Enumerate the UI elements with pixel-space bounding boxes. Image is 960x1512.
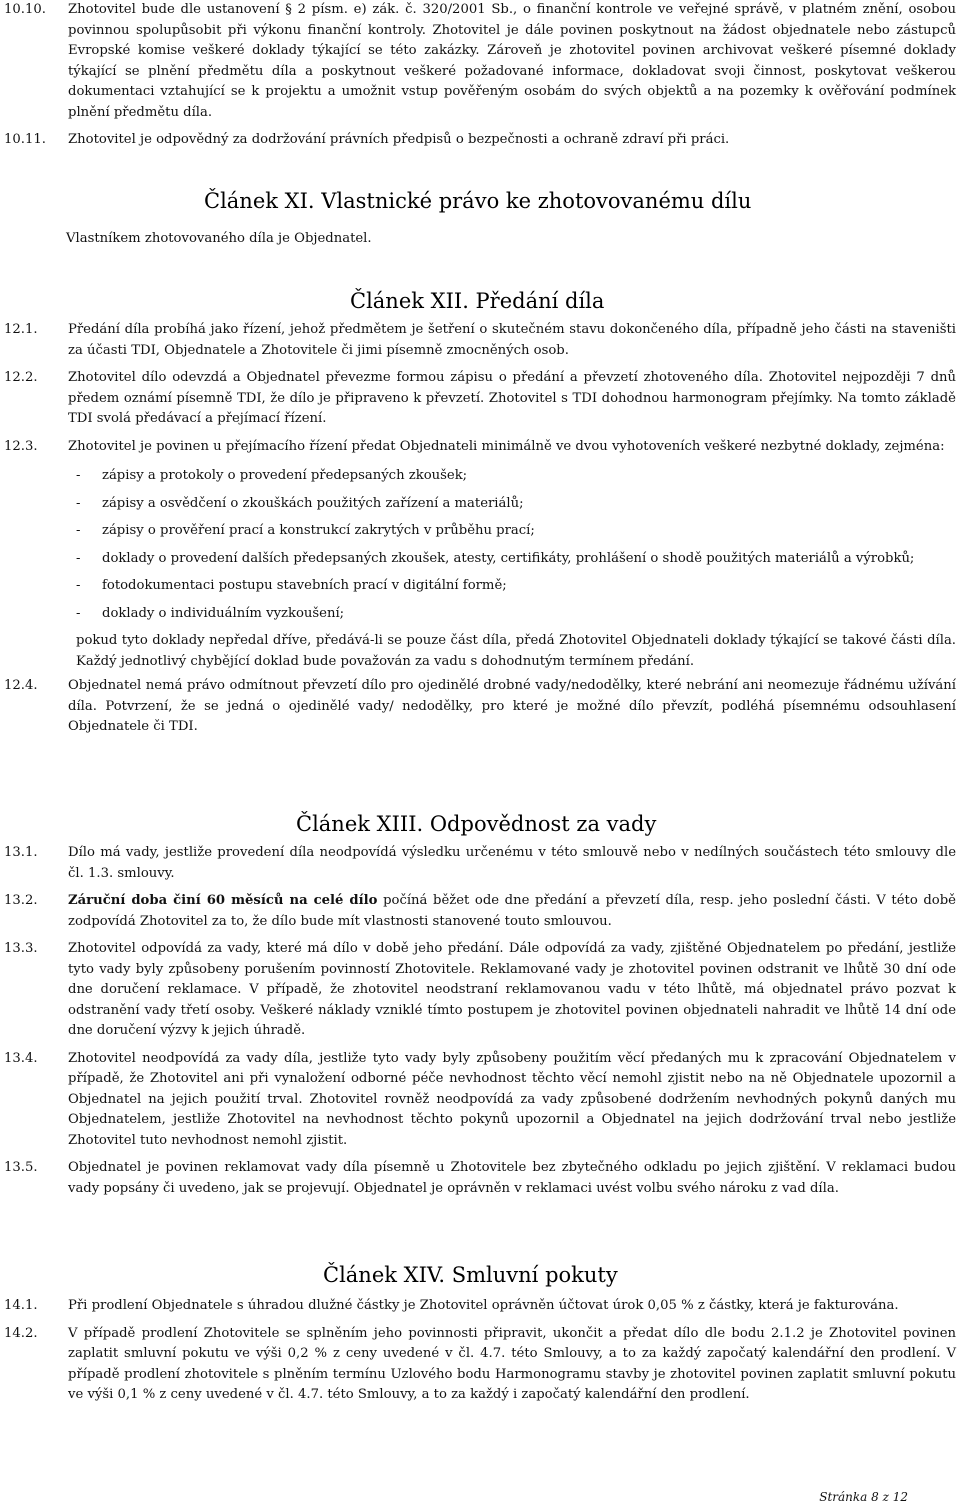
clause-13-4 <box>4 1049 956 1152</box>
clause-12-3 <box>4 437 956 458</box>
list-item: - doklady o provedení dalších předepsaných zkoušek, atesty, certifikáty, prohlášení o shodě použitých materiálů a výrobků; <box>76 550 915 566</box>
article-xiv-body <box>4 1296 956 1406</box>
list-item: - zápisy a osvědčení o zkouškách použitých zařízení a materiálů; <box>76 495 524 511</box>
clause-10-10 <box>4 0 956 123</box>
article-xi-heading: Článek XI. Vlastnické právo ke zhotovovanému dílu <box>204 189 752 213</box>
clause-text: V případě prodlení Zhotovitele se splněním jeho povinnosti připravit, ukončit a předat dílo dle bodu 2.1.2 je Zhotovitel povinen zaplatit smluvní pokutu ve výši 0,2 % z ceny uvedené v čl. 4.7. této Smlouvy, a to za každý započatý kalendářní den prodlení. V případě prodlení zhotovitele s plněním termínu Uzlového bodu Harmonogramu stavby je zhotovitel povinen zaplatit smluvní pokutu ve výši 0,1 % z ceny uvedené v čl. 4.7. této Smlouvy, a to za každý i započatý kalendářní den prodlení. <box>68 1325 956 1402</box>
article-xii-heading: Článek XII. Předání díla <box>350 289 605 313</box>
clause-text: Zhotovitel je povinen u přejímacího řízení předat Objednateli minimálně ve dvou vyhotoveních veškeré nezbytné doklady, zejména: <box>68 438 945 454</box>
clause-text: Zhotovitel je odpovědný za dodržování právních předpisů o bezpečnosti a ochraně zdraví při práci. <box>68 132 730 147</box>
list-item: - zápisy o prověření prací a konstrukcí zakrytých v průběhu prací; <box>76 523 535 538</box>
clause-number: 12.4. <box>4 678 38 693</box>
article-xii-body <box>4 320 956 738</box>
clause-number: 13.5. <box>4 1160 38 1175</box>
clause-number: 13.2. <box>4 893 38 908</box>
clause-text: Při prodlení Objednatele s úhradou dlužné částky je Zhotovitel oprávněn účtovat úrok 0,05 % z částky, která je fakturována. <box>68 1298 899 1313</box>
clause-text: Objednatel nemá právo odmítnout převzetí dílo pro ojedinělé drobné vady/nedodělky, které nebrání ani neomezuje řádnému užívání díla. Potvrzení, že se jedná o ojedinělé vady/ nedodělky, pro které je možné dílo převzít, podléhá písemnému odsouhlasení Objednatele či TDI. <box>68 678 956 734</box>
article-xiv-heading: Článek XIV. Smluvní pokuty <box>323 1263 618 1287</box>
required-documents-list <box>4 466 956 624</box>
clause-13-3 <box>4 939 956 1042</box>
clause-12-1 <box>4 320 956 361</box>
clause-text: Zhotovitel dílo odevzdá a Objednatel převezme formou zápisu o předání a převzetí zhotoveného díla. Zhotovitel nejpozději 7 dnů předem oznámí písemně TDI, že dílo je připraveno k převzetí. Zhotovitel s TDI dohodnou harmonogram přejímky. Na tomto základě TDI svolá předávací a přejímací řízení. <box>68 370 956 426</box>
clause-13-1 <box>4 843 956 884</box>
clause-13-5 <box>4 1158 956 1199</box>
article-xiii-body <box>4 843 956 1199</box>
clause-number: 12.2. <box>4 370 38 385</box>
clause-text: Zhotovitel bude dle ustanovení § 2 písm. e) zák. č. 320/2001 Sb., o finanční kontrole ve veřejné správě, v platném znění, osobou povinnou spolupůsobit při výkonu finanční kontroly. Zhotovitel je dále povinen poskytnout na žádost objednatele nebo zástupců Evropské komise veškeré doklady týkající se této zakázky. Zároveň je zhotovitel povinen archivovat veškeré písemné doklady týkající se plnění předmětu díla a poskytnout veškeré požadované informace, dokladovat svoji činnost, poskytovat veškerou dokumentaci vztahující se k projektu a umožnit vstup pověřeným osobám do svých objektů a na pozemky k ověřování podmínek plnění předmětu díla. <box>68 2 956 120</box>
clause-number: 10.11. <box>4 132 46 147</box>
warranty-period-text: Záruční doba činí 60 měsíců na celé dílo <box>68 893 378 908</box>
after-list-text: pokud tyto doklady nepředal dříve, předává-li se pouze část díla, předá Zhotovitel Objednateli doklady týkající se takové části díla. Každý jednotlivý chybějící doklad bude považován za vadu s dohodnutým termínem předání. <box>76 633 956 669</box>
clause-12-2 <box>4 368 956 430</box>
article-xiii-heading: Článek XIII. Odpovědnost za vady <box>296 812 657 836</box>
clause-text: Zhotovitel odpovídá za vady, které má dílo v době jeho předání. Dále odpovídá za vady, zjištěné Objednatelem po předání, jestliže tyto vady byly způsobeny porušením povinností Zhotovitele. Reklamované vady je zhotovitel povinen odstranit ve lhůtě 30 dní ode dne doručení reklamace. V případě, že zhotovitel neodstraní reklamovanou vadu v této lhůtě, má objednatel právo pozvat k odstranění vady třetí osoby. Veškeré náklady vzniklé tímto postupem je zhotovitel povinen objednateli nahradit ve lhůtě 14 dní ode dne doručení výzvy k jejich úhradě. <box>68 941 956 1038</box>
clause-13-2 <box>4 891 956 932</box>
clause-14-1 <box>4 1296 956 1317</box>
clause-text: Dílo má vady, jestliže provedení díla neodpovídá výsledku určenému v této smlouvě nebo v nedílných součástech této smlouvy dle čl. 1.3. smlouvy. <box>68 845 956 881</box>
clause-14-2 <box>4 1324 956 1406</box>
clause-number: 13.3. <box>4 941 38 956</box>
list-item: - fotodokumentaci postupu stavebních prací v digitální formě; <box>76 578 507 593</box>
clause-number: 10.10. <box>4 2 46 17</box>
article-xi-body: Vlastníkem zhotovovaného díla je Objednatel. <box>66 231 372 246</box>
clauses-top <box>4 0 956 151</box>
page-number: Stránka 8 z 12 <box>819 1490 908 1504</box>
clause-number: 14.2. <box>4 1325 38 1341</box>
list-item: - doklady o individuálním vyzkoušení; <box>76 605 345 621</box>
clause-text: Objednatel je povinen reklamovat vady díla písemně u Zhotovitele bez zbytečného odkladu po jejich zjištění. V reklamaci budou vady popsány či uvedeno, jak se projevují. Objednatel je oprávněn v reklamaci uvést volbu svého nároku z vad díla. <box>68 1160 956 1196</box>
clause-12-4 <box>4 676 956 738</box>
clause-text: Předání díla probíhá jako řízení, jehož předmětem je šetření o skutečném stavu dokončeného díla, případně jeho části na staveništi za účasti TDI, Objednatele a Zhotovitele či jimi písemně zmocněných osob. <box>68 322 956 358</box>
clause-number: 12.3. <box>4 438 38 454</box>
clause-number: 13.4. <box>4 1050 38 1066</box>
clause-10-11 <box>4 130 956 151</box>
clause-number: 12.1. <box>4 322 38 337</box>
clause-number: 13.1. <box>4 845 38 860</box>
list-item: - zápisy a protokoly o provedení předepsaných zkoušek; <box>76 468 468 483</box>
clause-text: Zhotovitel neodpovídá za vady díla, jestliže tyto vady byly způsobeny použitím věcí předaných mu k zpracování Objednatelem v případě, že Zhotovitel ani při vynaložení odborné péče nevhodnost těchto věcí nemohl zjistit nebo na ně Objednatele upozornil a Objednatel na jejich použití trval. Zhotovitel rovněž neodpovídá za vady způsobené dodržením nevhodných pokynů daných mu Objednatelem, jestliže Zhotovitel na nevhodnost těchto pokynů upozornil a Objednatel na jejich dodržování trval nebo jestliže Zhotovitel tuto nevhodnost nemohl zjistit. <box>68 1050 956 1148</box>
clause-text: Záruční doba činí 60 měsíců na celé dílo počíná běžet ode dne předání a převzetí díla, resp. jeho poslední části. V této době zodpovídá Zhotovitel za to, že dílo bude mít vlastnosti stanovené touto smlouvou. <box>68 893 956 929</box>
clause-number: 14.1. <box>4 1298 38 1313</box>
